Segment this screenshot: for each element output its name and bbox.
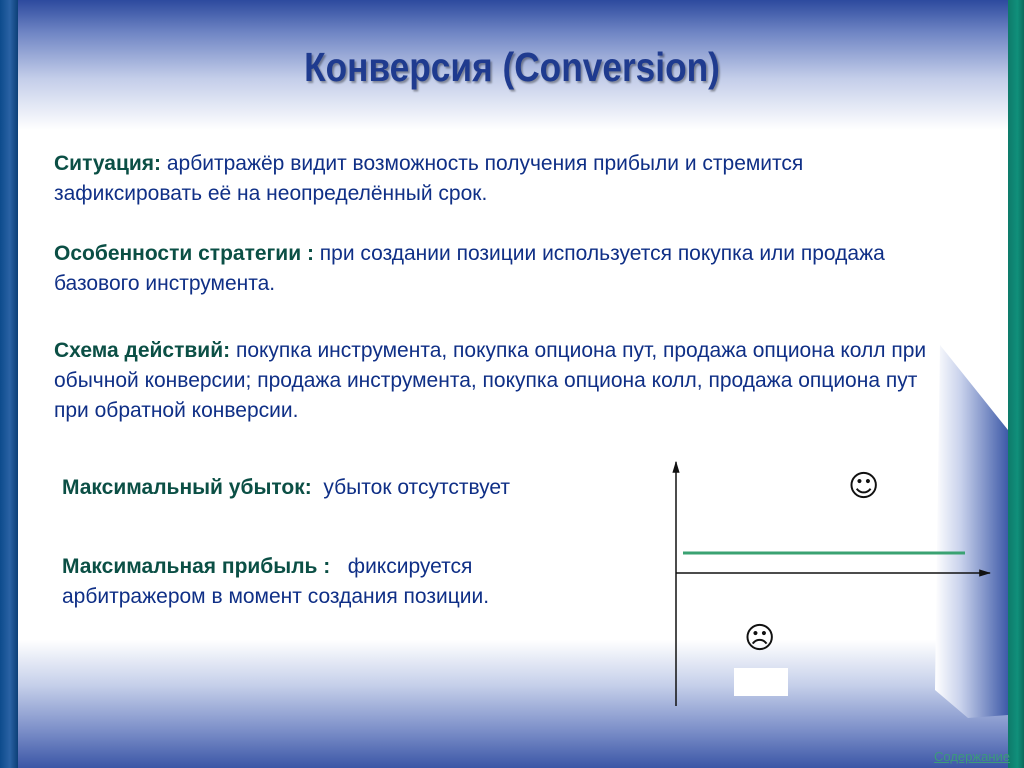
- situation-text: арбитражёр видит возможность получения прибыли и стремится зафиксировать её на неопределённый срок.: [54, 152, 804, 205]
- situation-label: Ситуация:: [54, 152, 162, 175]
- features-label: Особенности стратегии :: [54, 242, 314, 265]
- smile-face-icon: ☺: [848, 469, 880, 504]
- max-loss-text: убыток отсутствует: [311, 476, 511, 499]
- max-profit-label: Максимальная прибыль :: [62, 555, 331, 578]
- contents-link[interactable]: Содержание: [934, 749, 1010, 764]
- scheme-label: Схема действий:: [54, 339, 231, 362]
- sad-face-icon: ☹: [744, 621, 776, 656]
- max-profit-text: фиксируется арбитражером в момент создания позиции.: [62, 555, 490, 608]
- features-text: при создании позиции используется покупка или продажа базового инструмента.: [54, 242, 885, 295]
- scheme-text: покупка инструмента, покупка опциона пут, продажа опциона колл при обычной конверсии; продажа инструмента, покупка опциона колл, продажа опциона пут при обратной конверсии.: [54, 339, 927, 422]
- slide-title: Конверсия (Conversion): [304, 44, 720, 90]
- max-loss-label: Максимальный убыток:: [62, 476, 312, 499]
